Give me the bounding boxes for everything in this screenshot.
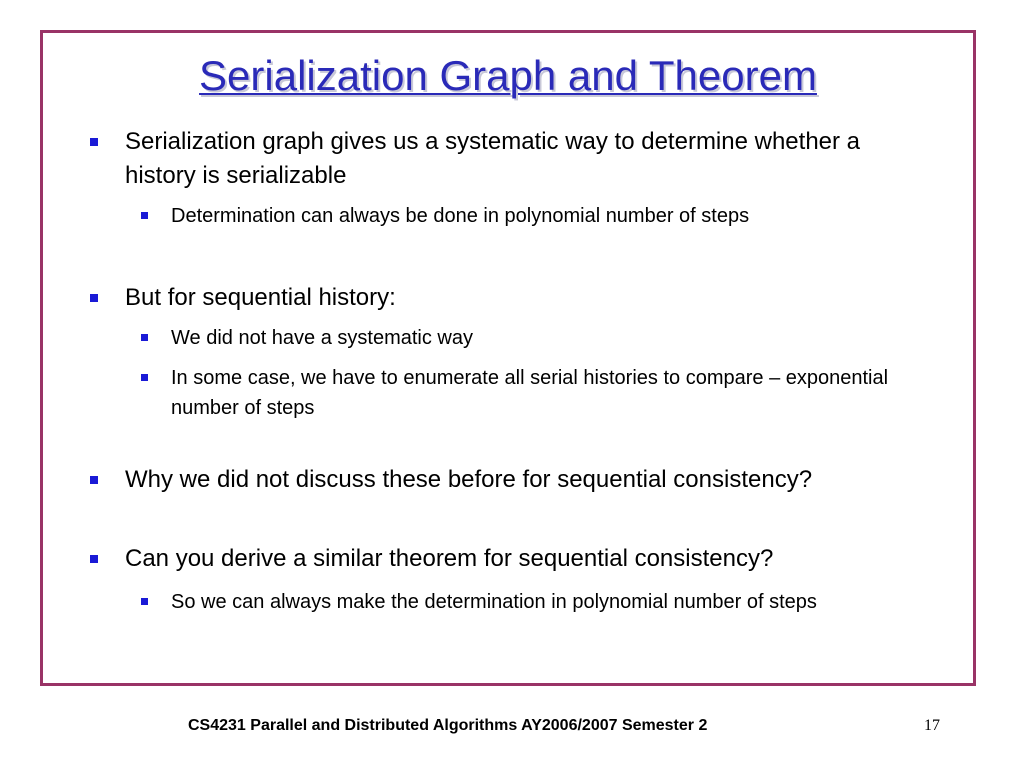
square-bullet-icon: [90, 294, 98, 302]
slide-footer: CS4231 Parallel and Distributed Algorithms AY2006/2007 Semester 2: [188, 717, 708, 734]
bullet-text: Serialization graph gives us a systematic way to determine whether a history is serializable: [125, 128, 861, 189]
bullet-text: Why we did not discuss these before for sequential consistency?: [125, 466, 813, 493]
square-bullet-icon: [141, 374, 148, 381]
slide-title: Serialization Graph and Theorem: [199, 52, 817, 99]
square-bullet-icon: [141, 598, 148, 605]
square-bullet-icon: [90, 555, 98, 563]
square-bullet-icon: [141, 334, 148, 341]
bullet-text: We did not have a systematic way: [171, 327, 473, 349]
page-number: 17: [924, 717, 940, 734]
bullet-text: In some case, we have to enumerate all serial histories to compare – exponential number of steps: [171, 367, 889, 419]
bullet-text: But for sequential history:: [125, 284, 396, 311]
bullet-text: Can you derive a similar theorem for sequential consistency?: [125, 545, 774, 572]
bullet-text: Determination can always be done in polynomial number of steps: [171, 205, 750, 227]
square-bullet-icon: [90, 138, 98, 146]
square-bullet-icon: [90, 476, 98, 484]
bullet-text: So we can always make the determination in polynomial number of steps: [171, 591, 817, 613]
square-bullet-icon: [141, 212, 148, 219]
